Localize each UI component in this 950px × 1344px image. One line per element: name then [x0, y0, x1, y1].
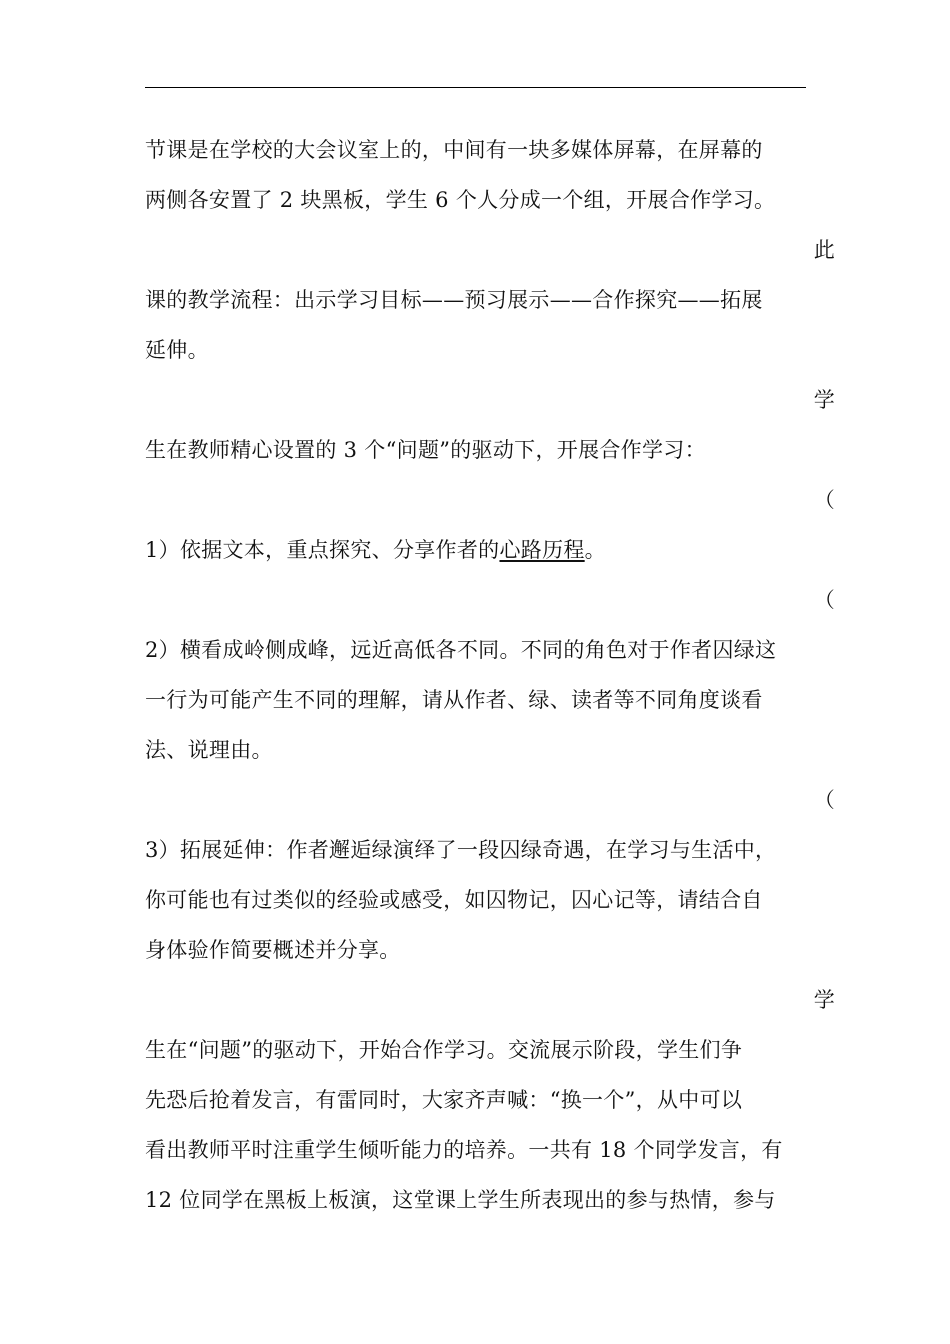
- text-line: 一行为可能产生不同的理解，请从作者、绿、读者等不同角度谈看: [145, 688, 763, 712]
- text-line: 两侧各安置了 2 块黑板，学生 6 个人分成一个组，开展合作学习。: [145, 188, 776, 212]
- text-line: 2）横看成岭侧成峰，远近高低各不同。不同的角色对于作者囚绿这: [145, 638, 777, 662]
- paragraph-lead-char: 此: [813, 238, 835, 262]
- text-line: 法、说理由。: [145, 738, 273, 762]
- text-line: 3）拓展延伸：作者邂逅绿演绎了一段囚绿奇遇，在学习与生活中，: [145, 838, 777, 862]
- text-line: 12 位同学在黑板上板演，这堂课上学生所表现出的参与热情，参与: [145, 1188, 776, 1212]
- question-1: [145, 536, 606, 564]
- question-1-text: 1）依据文本，重点探究、分享作者的: [145, 538, 500, 562]
- paragraph-lead-char: （: [813, 588, 835, 612]
- text-line: 先恐后抢着发言，有雷同时，大家齐声喊：“换一个”，从中可以: [145, 1088, 743, 1112]
- paragraph-lead-char: 学: [813, 988, 835, 1012]
- underlined-phrase: 心路历程: [499, 538, 585, 562]
- text-line: 看出教师平时注重学生倾听能力的培养。一共有 18 个同学发言，有: [145, 1138, 783, 1162]
- text-line: 节课是在学校的大会议室上的，中间有一块多媒体屏幕，在屏幕的: [145, 138, 763, 162]
- text-line: 你可能也有过类似的经验或感受，如囚物记，囚心记等，请结合自: [145, 888, 763, 912]
- paragraph-lead-char: 学: [813, 388, 835, 412]
- text-line: 生在“问题”的驱动下，开始合作学习。交流展示阶段，学生们争: [145, 1038, 743, 1062]
- header-rule: [145, 87, 806, 88]
- paragraph-lead-char: （: [813, 788, 835, 812]
- text-line: 延伸。: [145, 338, 209, 362]
- paragraph-lead-char: （: [813, 488, 835, 512]
- text-line: 生在教师精心设置的 3 个“问题”的驱动下，开展合作学习：: [145, 438, 706, 462]
- text-line: 身体验作简要概述并分享。: [145, 938, 401, 962]
- question-1-end: 。: [584, 538, 606, 562]
- text-line: 课的教学流程：出示学习目标——预习展示——合作探究——拓展: [145, 288, 763, 312]
